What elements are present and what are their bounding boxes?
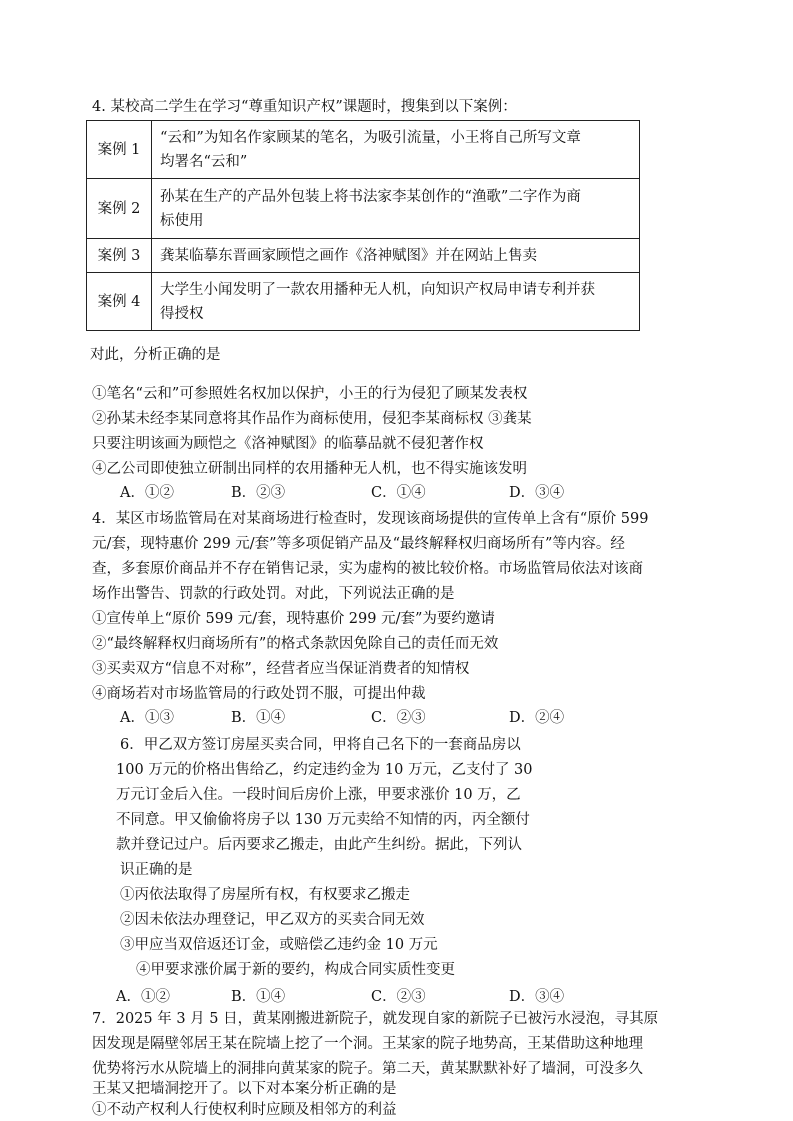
option-c[interactable]: C．①④ [371, 485, 426, 501]
option-c[interactable]: C．②③ [371, 989, 426, 1005]
q6-line: 万元订金后入住。一段时间后房价上涨，甲要求涨价 10 万，乙 [116, 787, 521, 803]
q6-line: 6．甲乙双方签订房屋买卖合同，甲将自己名下的一套商品房以 [120, 737, 521, 753]
q6-line: 不同意。甲又偷偷将房子以 130 万元卖给不知情的丙，丙全额付 [116, 812, 530, 828]
case-text [152, 273, 640, 331]
q4b-line: 场作出警告、罚款的行政处罚。对此，下列说法正确的是 [92, 586, 455, 602]
case-label: 案例 2 [87, 179, 152, 239]
q7-line: 因发现是隔壁邻居王某在院墙上挖了一个洞。王某家的院子地势高，王某借助这种地理 [92, 1036, 643, 1052]
q7-statement: ①不动产权利人行使权利时应顾及相邻方的利益 [92, 1102, 397, 1118]
case-text [152, 179, 640, 239]
case-text-line: “云和”为知名作家顾某的笔名，为吸引流量，小王将自己所写文章 [160, 129, 581, 146]
q6-options [0, 988, 793, 1006]
q4b-statement: ②“最终解释权归商场所有”的格式条款因免除自己的责任而无效 [92, 636, 499, 652]
q4a-prompt: 对此，分析正确的是 [90, 347, 221, 363]
q4b-options [0, 709, 793, 727]
q6-statement: ④甲要求涨价属于新的要约，构成合同实质性变更 [136, 962, 455, 978]
option-a[interactable]: A．①② [116, 989, 170, 1005]
table-row [87, 239, 640, 273]
option-d[interactable]: D．③④ [509, 989, 565, 1005]
q4b-line: 查，多套原价商品并不存在销售记录，实为虚构的被比较价格。市场监管局依法对该商 [92, 561, 643, 577]
case-text-line: 标使用 [160, 212, 204, 229]
option-c[interactable]: C．②③ [371, 710, 426, 726]
case-text-line: 均署名“云和” [160, 153, 248, 170]
case-table [86, 120, 640, 331]
option-b[interactable]: B．①④ [231, 710, 286, 726]
case-text [152, 121, 640, 179]
q7-line: 7．2025 年 3 月 5 日，黄某刚搬进新院子，就发现自家的新院子已被污水浸泡，寻其原 [92, 1011, 659, 1027]
option-a[interactable]: A．①② [120, 485, 174, 501]
option-d[interactable]: D．③④ [509, 485, 565, 501]
q4a-stem: 4. 某校高二学生在学习“尊重知识产权”课题时，搜集到以下案例： [92, 99, 517, 115]
q6-statement: ③甲应当双倍返还订金，或赔偿乙违约金 10 万元 [120, 937, 438, 953]
option-a[interactable]: A．①③ [120, 710, 174, 726]
option-b[interactable]: B．①④ [231, 989, 286, 1005]
case-text-line: 大学生小闻发明了一款农用播种无人机，向知识产权局申请专利并获 [160, 281, 595, 298]
q4b-statement: ①宣传单上“原价 599 元/套，现特惠价 299 元/套”为要约邀请 [92, 611, 495, 627]
q6-statement: ①丙依法取得了房屋所有权，有权要求乙搬走 [120, 887, 410, 903]
table-row [87, 179, 640, 239]
option-d[interactable]: D．②④ [509, 710, 565, 726]
q6-statement: ②因未依法办理登记，甲乙双方的买卖合同无效 [120, 912, 425, 928]
q4a-statement: ①笔名“云和”可参照姓名权加以保护，小王的行为侵犯了顾某发表权 [92, 386, 528, 402]
q6-line: 100 万元的价格出售给乙，约定违约金为 10 万元，乙支付了 30 [116, 762, 533, 778]
table-row [87, 121, 640, 179]
q6-line: 款并登记过户。后丙要求乙搬走，由此产生纠纷。据此，下列认 [116, 837, 522, 853]
q4b-statement: ④商场若对市场监管局的行政处罚不服，可提出仲裁 [92, 686, 426, 702]
case-label: 案例 3 [87, 239, 152, 273]
q4a-statement: ②孙某未经李某同意将其作品作为商标使用，侵犯李某商标权 ③龚某 [92, 411, 532, 427]
case-label: 案例 1 [87, 121, 152, 179]
q4b-statement: ③买卖双方“信息不对称”，经营者应当保证消费者的知情权 [92, 661, 470, 677]
q4a-statement: 只要注明该画为顾恺之《洛神赋图》的临摹品就不侵犯著作权 [92, 436, 484, 452]
case-text [152, 239, 640, 273]
case-label: 案例 4 [87, 273, 152, 331]
table-row [87, 273, 640, 331]
q4a-statement: ④乙公司即使独立研制出同样的农用播种无人机，也不得实施该发明 [92, 461, 527, 477]
case-text-line: 孙某在生产的产品外包装上将书法家李某创作的“渔歌”二字作为商 [160, 188, 581, 205]
q4b-line: 元/套，现特惠价 299 元/套”等多项促销产品及“最终解释权归商场所有”等内容。经 [92, 536, 625, 552]
q7-line: 王某又把墙洞挖开了。以下对本案分析正确的是 [92, 1081, 397, 1097]
q4a-options [0, 484, 793, 502]
q6-line: 识正确的是 [120, 862, 193, 878]
case-text-line: 龚某临摹东晋画家顾恺之画作《洛神赋图》并在网站上售卖 [160, 247, 537, 264]
case-text-line: 得授权 [160, 305, 204, 322]
option-b[interactable]: B．②③ [231, 485, 286, 501]
q7-line: 优势将污水从院墙上的洞排向黄某家的院子。第二天，黄某默默补好了墙洞，可没多久 [92, 1061, 643, 1077]
q4b-line: 4．某区市场监管局在对某商场进行检查时，发现该商场提供的宣传单上含有“原价 599 [92, 511, 649, 527]
